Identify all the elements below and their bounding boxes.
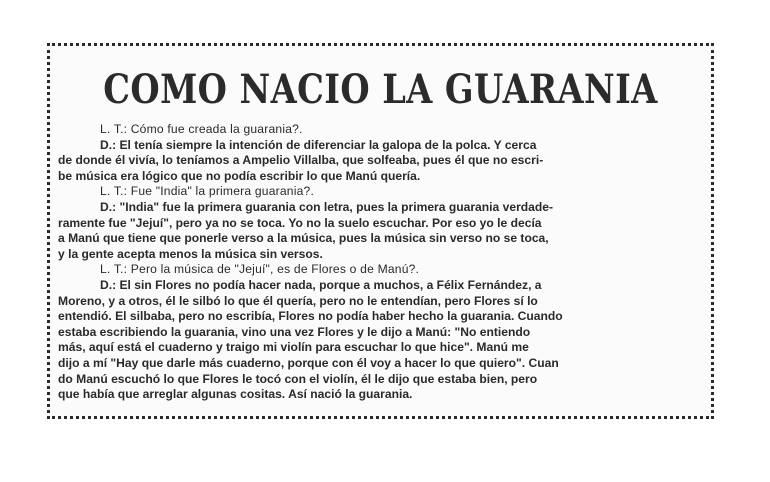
interview-answer-line: D.: "India" fue la primera guarania con letra, pues la primera guarania verdade- <box>100 199 554 214</box>
newspaper-clipping <box>47 43 714 419</box>
interview-answer-line: D.: El sin Flores no podía hacer nada, porque a muchos, a Félix Fernández, a <box>100 277 542 292</box>
interview-answer-line: entendió. El silbaba, pero no escribía, Flores no podía haber hecho la guarania. Cuando <box>58 309 563 324</box>
interview-answer-line: y la gente acepta menos la música sin versos. <box>58 246 323 261</box>
interview-answer-line: que había que arreglar algunas cositas. Así nació la guarania. <box>58 387 413 402</box>
interview-answer-line: a Manú que tiene que ponerle verso a la música, pues la música sin verso no se toca, <box>58 231 549 246</box>
article-body <box>58 122 708 403</box>
interview-answer-line: estaba escribiendo la guarania, vino una vez Flores y le dijo a Manú: "No entiendo <box>58 324 531 339</box>
interview-answer-line: dijo a mí "Hay que darle más cuaderno, porque con él voy a hacer lo que quiero". Cuan <box>58 355 559 370</box>
interview-answer-line: más, aquí está el cuaderno y traigo mi violín para escuchar lo que hice". Manú me <box>58 340 529 355</box>
interview-answer-line: Moreno, y a otros, él le silbó lo que él quería, pero no le entendían, pero Flores sí lo <box>58 293 538 308</box>
interview-answer-line: do Manú escuchó lo que Flores le tocó con el violín, él le dijo que estaba bien, pero <box>58 371 538 386</box>
interview-question-line: L. T.: Fue "India" la primera guarania?. <box>100 184 315 199</box>
interview-answer-line: ramente fue "Jejuí", pero ya no se toca. Yo no la suelo escuchar. Por eso yo le decía <box>58 215 542 230</box>
interview-question-line: L. T.: Cómo fue creada la guarania?. <box>100 122 303 136</box>
interview-answer-line: D.: El tenía siempre la intención de diferenciar la galopa de la polca. Y cerca <box>100 137 537 152</box>
article-title: COMO NACIO LA GUARANIA <box>103 66 658 113</box>
interview-answer-line: de donde él vivía, lo teníamos a Ampelio Villalba, que solfeaba, pues él que no escri- <box>58 153 544 168</box>
interview-answer-line: be música era lógico que no podía escribir lo que Manú quería. <box>58 168 421 183</box>
interview-question-line: L. T.: Pero la música de "Jejuí", es de Flores o de Manú?. <box>100 262 420 277</box>
